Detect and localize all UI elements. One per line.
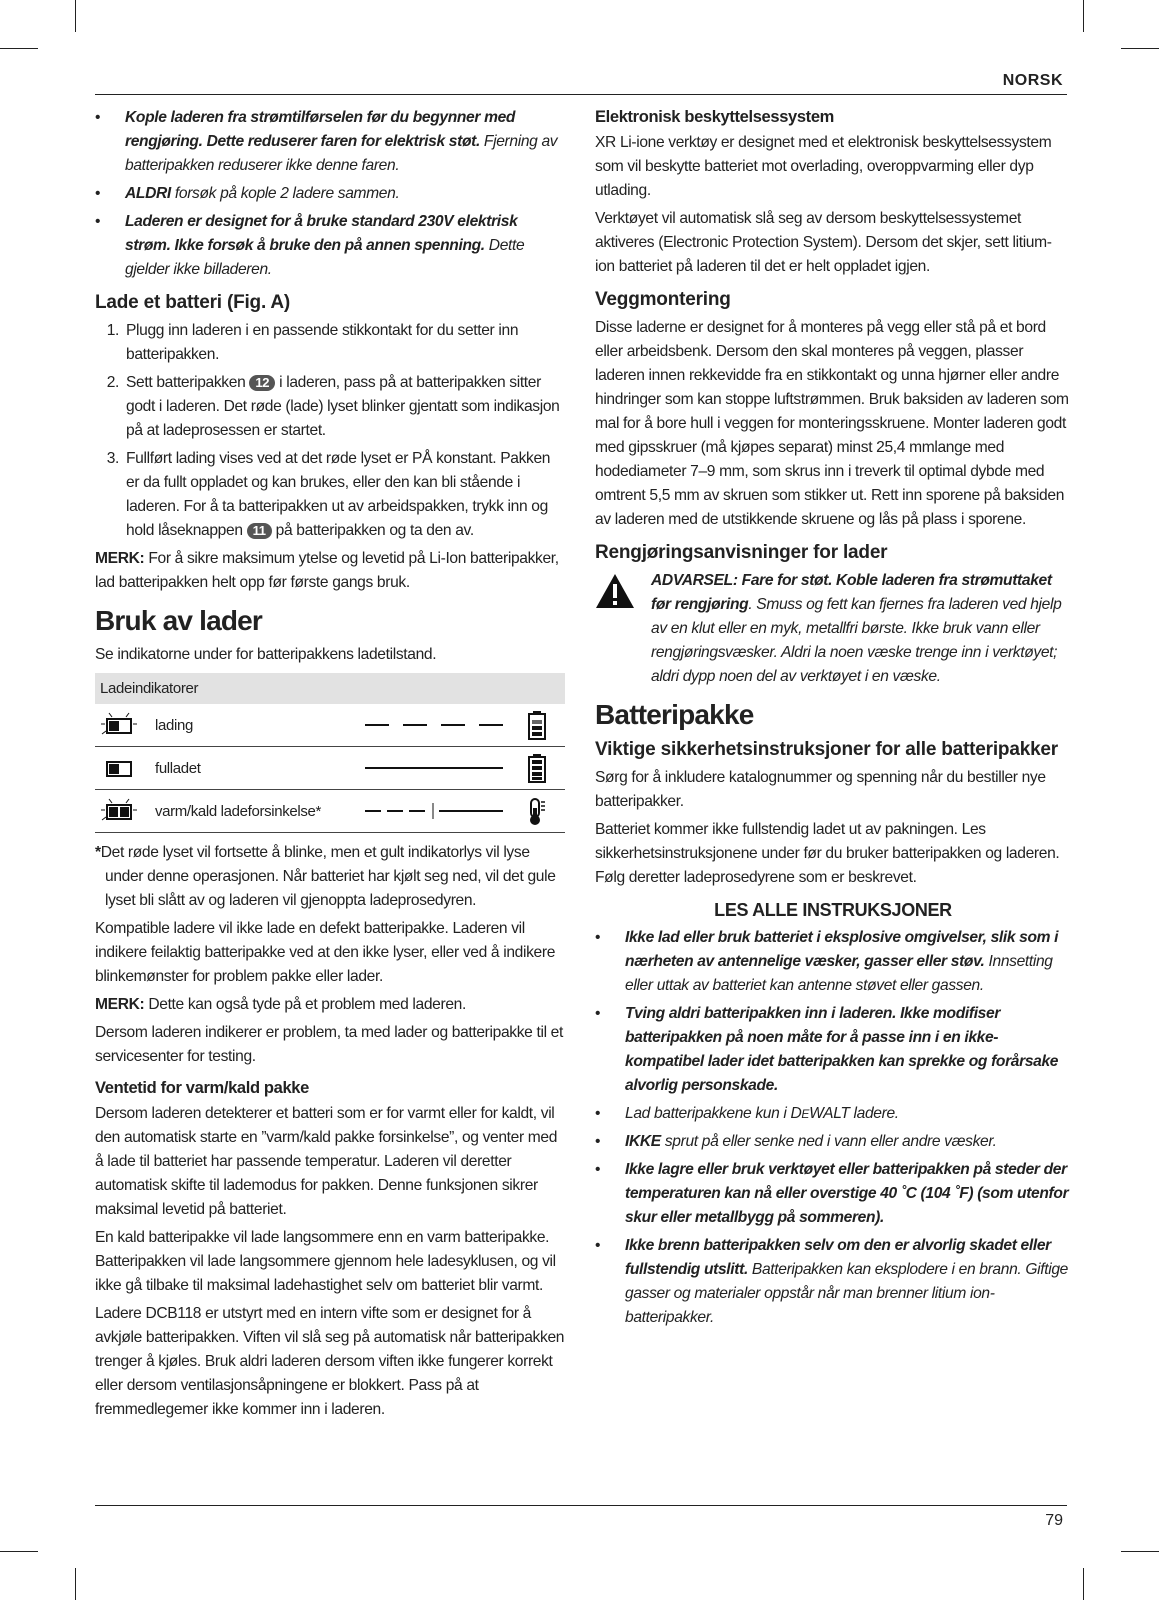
star-note [95, 841, 565, 913]
note-text: For å sikre maksimum ytelse og levetid på Li-Ion batteripakker, lad batteripakken helt opp før første gangs bruk. [95, 550, 559, 591]
right-column [595, 106, 1071, 1334]
blinking-indicator-icon [99, 798, 139, 824]
solid-pattern-icon [365, 759, 505, 777]
step-text: i laderen, pass på at batteripakken sitter godt i laderen. Det røde (lade) lyset blinker gjentatt som indikasjon på at ladeprosessen er startet. [126, 374, 560, 439]
bullet-item [95, 182, 565, 206]
battery-full-icon [527, 753, 547, 783]
vegg-heading: Veggmontering [595, 289, 731, 310]
viktige-heading: Viktige sikkerhetsinstruksjoner for alle batteripakker [595, 739, 1058, 760]
table-row [95, 704, 565, 747]
bullet-dot: • [95, 109, 101, 126]
bruk-intro: Se indikatorne under for batteripakkens ladetilstand. [95, 646, 437, 663]
bullet-dot: • [95, 213, 101, 230]
bullet-dot: • [595, 1133, 601, 1150]
rengjoring-heading: Rengjøringsanvisninger for lader [595, 542, 888, 563]
row-label: varm/kald ladeforsinkelse* [155, 803, 321, 820]
crop-mark [0, 48, 38, 49]
step-item [123, 447, 565, 543]
batteri-heading: Batteripakke [595, 699, 754, 730]
paragraph: Disse laderne er designet for å monteres på vegg eller stå på et bord eller arbeidsbenk. Dersom den skal monteres på veggen, plasser laderen innen rekkevidde fra en stikkontakt og unna hjørner eller andre hindringer som kan stoppe luftstrømmen. Bruk baksiden av laderen som mal for å bore hull i veggen for monteringsskruene. Monter laderen godt med gipsskruer (må kjøpes separat) minst 25,4 mmlange med hodediameter 7–9 mm, som skrus inn i treverk til optimal dybde med omtrent 5,5 mm av skruen som stikker ut. Rett inn sporene på baksiden av laderen med de utstikkende skruene og lås på plass i sporene. [595, 319, 1069, 528]
row-label: lading [155, 717, 193, 734]
paragraph: Dersom laderen indikerer er problem, ta med lader og batteripakke til et servicesenter for testing. [95, 1024, 563, 1065]
table-row [95, 747, 565, 790]
bullet-text: E [801, 1107, 810, 1121]
crop-mark [1121, 48, 1159, 49]
bullet-bold: Kople laderen fra strømtilførselen før du begynner med rengjøring. Dette reduserer faren for elektrisk støt. [125, 109, 516, 150]
solid-indicator-icon [99, 755, 139, 781]
les-heading: LES ALLE INSTRUKSJONER [714, 900, 952, 920]
bullet-text: sprut på eller senke ned i vann eller andre væsker. [660, 1133, 997, 1150]
bullet-dot: • [595, 1105, 601, 1122]
crop-mark [0, 1551, 38, 1552]
bullet-item [595, 1130, 1071, 1154]
note-label: MERK: [95, 550, 145, 567]
crop-mark [1083, 0, 1084, 32]
star-note-text: Det røde lyset vil fortsette å blinke, men et gult indikatorlys vil lyse under denne operasjonen. Når batteriet har kjølt seg ned, vil det gule lyset bli slått av og laderen vil gjenoppta ladeprosedyren. [100, 844, 556, 909]
bullet-text: Batteripakken kan eksplodere i en brann. Giftige gasser og materialer oppstår når man brenner litium ion-batteripakker. [625, 1261, 1068, 1326]
blinking-indicator-icon [99, 712, 139, 738]
bullet-dot: • [595, 929, 601, 946]
bullet-bold: IKKE [625, 1133, 661, 1150]
footer-rule [95, 1505, 1067, 1506]
crop-mark [75, 1568, 76, 1600]
bullet-item [95, 210, 565, 282]
charge-heading: Lade et batteri (Fig. A) [95, 292, 291, 313]
table-header: Ladeindikatorer [95, 673, 565, 704]
bullet-item [595, 1234, 1071, 1330]
note-text: Dette kan også tyde på et problem med laderen. [144, 996, 466, 1013]
paragraph: Ladere DCB118 er utstyrt med en intern vifte som er designet for å avkjøle batteripakken. Viften vil slå seg på automatisk når batteripakken trenger å kjøles. Bruk aldri laderen dersom viften ikke fungerer korrekt eller dersom ventilasjonsåpningene er blokkert. Pass på at fremmedlegemer ikke kommer inn i laderen. [95, 1305, 565, 1418]
warning-bold: ADVARSEL: Fare for støt. Koble laderen fra strømuttaket før rengjøring [651, 572, 1052, 613]
step-item [123, 371, 565, 443]
bullet-item [595, 1002, 1071, 1098]
bullet-dot: • [595, 1237, 601, 1254]
step-text: på batteripakken og ta den av. [271, 522, 474, 539]
bullet-text: WALT ladere. [809, 1105, 899, 1122]
bullet-item [595, 1102, 1071, 1126]
bruk-heading: Bruk av lader [95, 605, 263, 636]
bullet-text: Fjerning av batteripakken reduserer ikke denne faren. [125, 133, 558, 174]
bullet-item [595, 926, 1071, 998]
bullet-bold: Ikke lagre eller bruk verktøyet eller batteripakken på steder der temperaturen kan nå eller overstige 40 ˚C (104 ˚F) (som utenfor skur eller metallbygg på sommeren). [625, 1161, 1069, 1226]
thermometer-icon [527, 796, 547, 826]
bullet-dot: • [595, 1161, 601, 1178]
warning-block [595, 569, 1071, 689]
delay-pattern-icon [365, 802, 505, 820]
battery-charging-icon [527, 710, 547, 740]
step-item [123, 319, 565, 367]
warning-triangle-icon [595, 573, 635, 609]
bullet-bold: Laderen er designet for å bruke standard 230V elektrisk strøm. Ikke forsøk å bruke den på annen spenning. [125, 213, 518, 254]
bullet-bold: ALDRI [125, 185, 171, 202]
elektronisk-heading: Elektronisk beskyttelsessystem [595, 108, 834, 126]
bullet-item [95, 106, 565, 178]
crop-mark [75, 0, 76, 32]
crop-mark [1083, 1568, 1084, 1600]
bullet-bold: Ikke lad eller bruk batteriet i eksplosive omgivelser, slik som i nærheten av antennelige væsker, gasser eller støv. [625, 929, 1059, 970]
warning-text: . Smuss og fett kan fjernes fra laderen ved hjelp av en klut eller en myk, metallfri børste. Ikke bruk vann eller rengjøringsvæsker. Aldri la noen væske trenge inn i verktøyet; aldri dypp noen del av verktøyet i en væske. [651, 596, 1062, 685]
indicator-table [95, 673, 565, 833]
dashed-pattern-icon [365, 716, 505, 734]
star-mark: * [95, 844, 101, 861]
paragraph: Sørg for å inkludere katalognummer og spenning når du bestiller nye batteripakker. [595, 769, 1046, 810]
paragraph: Batteriet kommer ikke fullstendig ladet ut av pakningen. Les sikkerhetsinstruksjonene under før du bruker batteripakken og laderen. Følg deretter ladeprosedyrene som er beskrevet. [595, 821, 1060, 886]
bullet-item [595, 1158, 1071, 1230]
callout-badge: 12 [249, 375, 275, 391]
bullet-dot: • [95, 185, 101, 202]
left-column [95, 106, 565, 1426]
paragraph: Kompatible ladere vil ikke lade en defekt batteripakke. Laderen vil indikere feilaktig batteripakke ved at den ikke lyser, eller ved å indikere blinkemønster for problem pakke eller lader. [95, 920, 556, 985]
ventetid-heading: Ventetid for varm/kald pakke [95, 1079, 309, 1097]
paragraph: Verktøyet vil automatisk slå seg av dersom beskyttelsessystemet aktiveres (Electronic Protection System). Dersom det skjer, sett litium-ion batteriet på laderen til det er helt oppladet igjen. [595, 210, 1052, 275]
bullet-dot: • [595, 1005, 601, 1022]
bullet-text: Innsetting eller uttak av batteriet kan antenne støvet eller gassen. [625, 953, 1053, 994]
bullet-text: Lad batteripakkene kun i D [625, 1105, 802, 1122]
paragraph: En kald batteripakke vil lade langsommere enn en varm batteripakke. Batteripakken vil lade langsommere gjennom hele ladesyklusen, og vil ikke gå tilbake til maksimal ladehastighet selv om batteriet blir varmt. [95, 1229, 556, 1294]
crop-mark [1121, 1551, 1159, 1552]
bullet-text: Dette gjelder ikke billaderen. [125, 237, 525, 278]
step-text: Sett batteripakken [126, 374, 250, 391]
paragraph: Dersom laderen detekterer et batteri som er for varmt eller for kaldt, vil den automatisk starte en ”varm/kald pakke forsinkelse”, og venter med å lade til batteriet har passende temperatur. Laderen vil deretter automatisk skifte til lademodus for pakken. Denne funksjonen sikrer maksimal levetid på batteriet. [95, 1105, 558, 1218]
note-paragraph [95, 547, 565, 595]
step-text: Plugg inn laderen i en passende stikkontakt for du setter inn batteripakken. [126, 322, 519, 363]
row-label: fulladet [155, 760, 201, 777]
page-number: 79 [1045, 1512, 1063, 1529]
paragraph: XR Li-ione verktøy er designet med et elektronisk beskyttelsessystem som vil beskytte batteriet mot overlading, overoppvarming eller dyp utlading. [595, 134, 1052, 199]
note-label: MERK: [95, 996, 145, 1013]
note-paragraph [95, 993, 565, 1017]
charge-steps [95, 319, 565, 543]
step-text: Fullført lading vises ved at det røde lyset er PÅ konstant. Pakken er da fullt oppladet og kan brukes, eller den kan bli stående i laderen. For å ta batteripakken ut av arbeidspakken, trykk inn og hold låseknappen [126, 450, 551, 539]
callout-badge: 11 [247, 523, 272, 539]
table-row [95, 790, 565, 833]
header-rule [95, 94, 1067, 95]
header-language: NORSK [1002, 72, 1063, 89]
bullet-bold: Ikke brenn batteripakken selv om den er alvorlig skadet eller fullstendig utslitt. [625, 1237, 1051, 1278]
bullet-bold: Tving aldri batteripakken inn i laderen. Ikke modifiser batteripakken på noen måte for å passe inn i en ikke-kompatibel lader idet batteripakken kan sprekke og forårsake alvorlig personskade. [625, 1005, 1059, 1094]
bullet-text: forsøk på kople 2 ladere sammen. [170, 185, 400, 202]
